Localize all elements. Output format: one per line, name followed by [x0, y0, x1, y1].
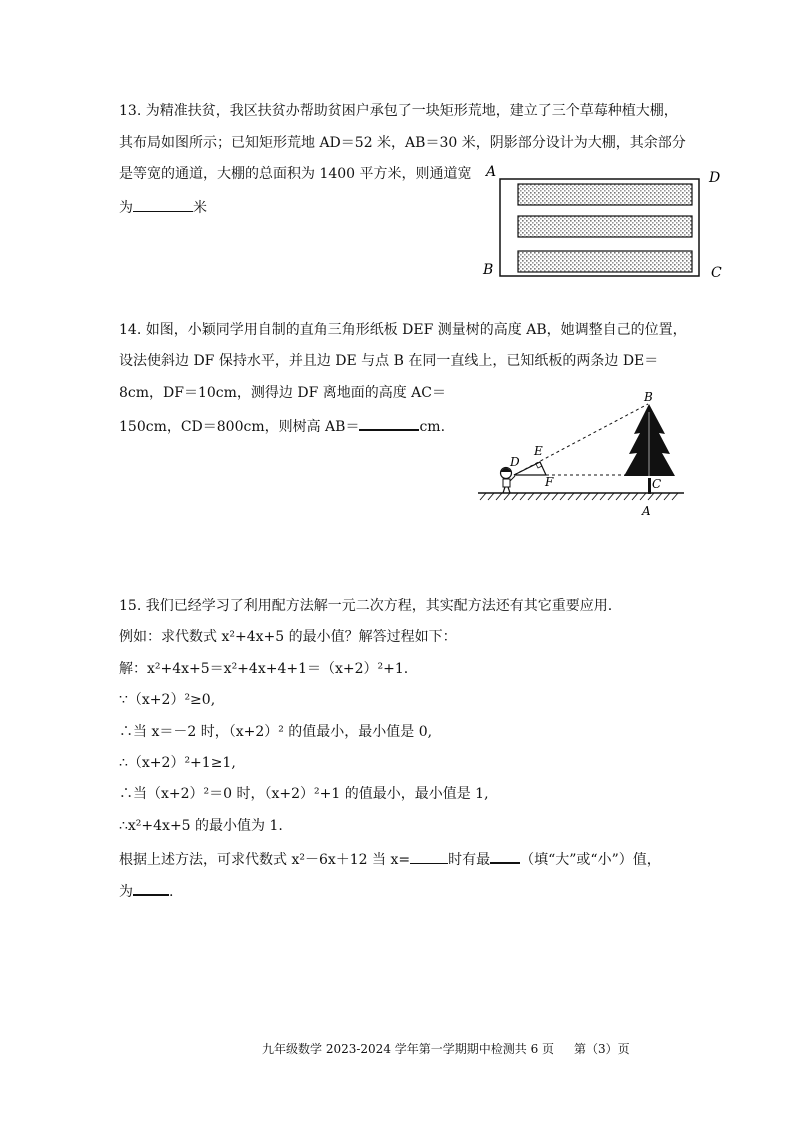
- greenhouse-2: [518, 216, 692, 237]
- greenhouse-figure: [478, 160, 728, 284]
- q15-line-6: ∴（x+2）²+1≥1,: [119, 755, 236, 771]
- footer-text: 九年级数学 2023-2024 学年第一学期期中检测共 6 页: [262, 1042, 555, 1056]
- child-figure: [501, 468, 516, 494]
- page-footer: [262, 1041, 630, 1057]
- label-f: F: [545, 475, 554, 489]
- label-d: D: [709, 170, 721, 186]
- greenhouse-3: [518, 251, 692, 272]
- label-b: B: [644, 390, 653, 404]
- label-c: C: [711, 265, 722, 281]
- q14-line-4: [119, 414, 445, 437]
- q13-line-4: [119, 196, 207, 218]
- label-e: E: [534, 444, 543, 458]
- q14-line-3: 8cm，DF＝10cm，测得边 DF 离地面的高度 AC＝: [119, 385, 447, 401]
- q14-line-2: 设法使斜边 DF 保持水平，并且边 DE 与点 B 在同一直线上，已知纸板的两条边 DE＝: [119, 353, 659, 369]
- q14-prefix: 150cm，CD＝800cm，则树高 AB＝: [119, 419, 360, 435]
- q15-line-10: [119, 879, 173, 902]
- q15-line-4: ∵（x+2）²≥0,: [119, 692, 216, 708]
- q13-line-2: 其布局如图所示；已知矩形荒地 AD＝52 米，AB＝30 米，阴影部分设计为大棚，其余部分: [119, 135, 686, 151]
- label-c: C: [652, 477, 662, 491]
- q14-suffix: cm.: [419, 419, 446, 435]
- q14-answer-blank[interactable]: [359, 414, 419, 431]
- label-a: A: [642, 504, 651, 518]
- label-d: D: [510, 455, 520, 469]
- q15-x-blank[interactable]: [410, 848, 448, 864]
- q15-mid: 时有最: [448, 852, 491, 868]
- q14-line-1: 14. 如图，小颖同学用自制的直角三角形纸板 DEF 测量树的高度 AB，她调整自己的位置，: [119, 322, 687, 338]
- q15-extreme-blank[interactable]: [490, 847, 520, 864]
- tree-figure: [624, 404, 675, 494]
- q15-hint: （填“大”或“小”）值，: [520, 852, 661, 868]
- q15-line-2: 例如：求代数式 x²+4x+5 的最小值？解答过程如下：: [119, 629, 457, 645]
- q13-answer-blank[interactable]: [133, 196, 193, 212]
- ground-hatching: [480, 493, 678, 500]
- q15-value-suffix: .: [169, 884, 174, 900]
- q15-prompt: 根据上述方法，可求代数式 x²－6x＋12 当 x=: [119, 852, 411, 868]
- greenhouse-1: [518, 184, 692, 205]
- tree-measurement-figure: [474, 384, 694, 520]
- q13-suffix: 米: [193, 200, 207, 216]
- q13-line-1: 13. 为精准扶贫，我区扶贫办帮助贫困户承包了一块矩形荒地，建立了三个草莓种植大棚，: [119, 103, 678, 119]
- label-b: B: [483, 262, 494, 278]
- label-a: A: [486, 164, 497, 180]
- q15-line-1: 15. 我们已经学习了利用配方法解一元二次方程，其实配方法还有其它重要应用.: [119, 598, 613, 614]
- q15-value-prefix: 为: [119, 884, 133, 900]
- q15-line-3: 解：x²+4x+5＝x²+4x+4+1＝（x+2）²+1.: [119, 661, 409, 677]
- footer-page-number: 第（3）页: [574, 1042, 630, 1056]
- q15-value-blank[interactable]: [133, 879, 169, 896]
- q13-prefix: 为: [119, 200, 133, 216]
- q15-line-8: ∴x²+4x+5 的最小值为 1.: [119, 818, 283, 834]
- q15-line-9: [119, 847, 661, 870]
- q13-line-3: 是等宽的通道，大棚的总面积为 1400 平方米，则通道宽: [119, 166, 472, 182]
- q15-line-7: ∴当（x+2）²＝0 时，（x+2）²+1 的值最小，最小值是 1,: [119, 786, 489, 802]
- q15-line-5: ∴当 x＝－2 时，（x+2）² 的值最小，最小值是 0,: [119, 724, 433, 740]
